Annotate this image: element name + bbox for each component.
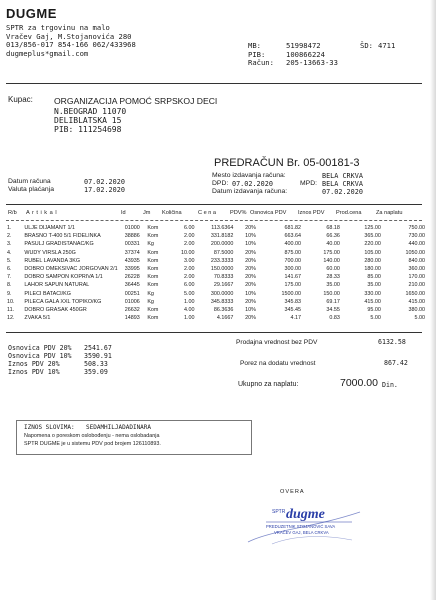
item-vat-rate: 20% xyxy=(245,282,256,289)
item-total: 440.00 xyxy=(408,241,425,248)
table-row xyxy=(6,232,426,240)
item-total: 360.00 xyxy=(408,266,425,273)
row-number: 1. xyxy=(7,225,12,232)
row-number: 6. xyxy=(7,266,12,273)
place-label: Mesto izdavanja računa: xyxy=(212,172,286,179)
buyer-name: ORGANIZACIJA POMOĆ SRPSKOJ DECI xyxy=(54,96,218,106)
item-unit: Kom xyxy=(147,266,159,273)
item-unit: Kom xyxy=(147,282,159,289)
issue-value: 07.02.2020 xyxy=(322,188,363,196)
item-name: DOBRO OMEKSIVAC JORGOVAN 2/1 xyxy=(24,266,118,273)
item-vat-base: 4.17 xyxy=(290,315,301,322)
item-total: 840.00 xyxy=(408,257,425,264)
col-id: Id xyxy=(121,210,126,216)
net-value: 6132.58 xyxy=(378,338,406,346)
item-vat-amount: 28.33 xyxy=(326,274,340,281)
due-label: Valuta plaćanja xyxy=(8,186,54,193)
row-number: 9. xyxy=(7,290,12,297)
item-name: PILECI BATACI/KG xyxy=(24,290,71,297)
tax-value: 867.42 xyxy=(384,359,408,367)
item-id: 36445 xyxy=(124,282,140,289)
item-price: 86.3636 xyxy=(213,306,234,313)
buyer-label: Kupac: xyxy=(8,95,33,104)
seller-line-2: Vračev Gaj, M.Stojanovića 280 xyxy=(6,31,132,41)
item-total: 210.00 xyxy=(408,282,425,289)
items-body xyxy=(6,224,426,322)
item-quantity: 1.00 xyxy=(183,298,195,305)
sum-vat-20-label: Iznos PDV 20% xyxy=(8,360,60,368)
item-price: 29.1667 xyxy=(213,282,234,289)
date-label: Datum računa xyxy=(8,178,51,185)
stamp-prefix: SPTR xyxy=(272,509,286,515)
item-name: WUDY VIRSLA 250G xyxy=(24,249,76,256)
sum-base-20-label: Osnovica PDV 20% xyxy=(8,344,72,352)
item-sell-price: 365.00 xyxy=(364,233,381,240)
net-label: Prodajna vrednost bez PDV xyxy=(236,339,318,346)
item-unit: Kom xyxy=(147,274,159,281)
item-sell-price: 180.00 xyxy=(364,266,381,273)
table-row xyxy=(6,273,426,281)
item-name: LAHOR SAPUN NATURAL xyxy=(24,282,90,289)
item-name: RUBEL LAVANDA 3KG xyxy=(24,257,81,264)
item-sell-price: 5.00 xyxy=(370,315,381,322)
issue-label: Datum izdavanja računa: xyxy=(212,188,288,195)
item-id: 01000 xyxy=(124,225,140,232)
item-id: 00251 xyxy=(124,290,140,297)
col-qty: Količina xyxy=(162,210,182,216)
item-id: 33995 xyxy=(124,266,140,273)
item-sell-price: 220.00 xyxy=(364,241,381,248)
col-vat-amount: Iznos PDV xyxy=(298,210,325,216)
item-vat-base: 681.82 xyxy=(284,225,301,232)
item-vat-base: 345.45 xyxy=(284,306,301,313)
col-rb: R/b xyxy=(8,210,17,216)
item-unit: Kg xyxy=(147,298,154,305)
item-quantity: 2.00 xyxy=(183,233,195,240)
buyer-address-1: N.BEOGRAD 11070 xyxy=(54,107,127,116)
item-vat-base: 1500.00 xyxy=(281,290,301,297)
item-vat-rate: 20% xyxy=(245,274,256,281)
item-vat-amount: 69.17 xyxy=(326,298,340,305)
item-price: 331.8182 xyxy=(210,233,234,240)
item-quantity: 3.00 xyxy=(183,257,195,264)
words-value: SEDAMHILJADADINARA xyxy=(86,424,152,431)
col-name: A r t i k a l xyxy=(26,210,58,216)
registry-mb-value: 51998472 xyxy=(286,41,321,50)
item-unit: Kom xyxy=(147,233,159,240)
table-row xyxy=(6,265,426,273)
item-id: 14893 xyxy=(124,315,140,322)
sum-vat-10-value: 359.09 xyxy=(84,368,108,376)
item-vat-base: 300.00 xyxy=(284,266,301,273)
table-row xyxy=(6,314,426,322)
table-row xyxy=(6,240,426,248)
col-sell-price: Prod.cena xyxy=(336,210,362,216)
item-vat-amount: 35.00 xyxy=(326,282,340,289)
mpd-label: MPD: xyxy=(300,180,317,187)
item-unit: Kg xyxy=(147,290,154,297)
registry-pib-value: 100866224 xyxy=(286,49,325,59)
exemption-note: Napomena o poreskom oslobođenju - nema oslobadanja xyxy=(24,433,160,439)
buyer-address-2: DELIBLATSKA 15 xyxy=(54,116,122,125)
item-vat-amount: 34.55 xyxy=(326,306,340,313)
item-total: 750.00 xyxy=(408,225,425,232)
seller-line-1: SPTR za trgovinu na malo xyxy=(6,23,110,32)
table-bottom-rule xyxy=(6,332,422,333)
item-vat-base: 875.00 xyxy=(284,249,301,256)
item-price: 87.5000 xyxy=(213,249,234,256)
item-price: 200.0000 xyxy=(210,241,234,248)
certification-label: OVERA xyxy=(280,489,305,495)
item-sell-price: 280.00 xyxy=(364,257,381,264)
item-quantity: 2.00 xyxy=(183,266,195,273)
item-unit: Kg xyxy=(147,241,154,248)
item-vat-amount: 66.36 xyxy=(326,233,340,240)
table-row xyxy=(6,249,426,257)
table-row xyxy=(6,290,426,298)
company-stamp xyxy=(242,500,366,550)
item-vat-rate: 10% xyxy=(245,306,256,313)
item-vat-amount: 175.00 xyxy=(323,249,340,256)
item-price: 4.1667 xyxy=(216,315,234,322)
item-vat-rate: 10% xyxy=(245,241,256,248)
item-sell-price: 95.00 xyxy=(367,306,381,313)
item-vat-amount: 150.00 xyxy=(323,290,340,297)
col-price: C e n a xyxy=(198,210,217,216)
table-row xyxy=(6,281,426,289)
row-number: 10. xyxy=(7,298,15,305)
item-total: 1650.00 xyxy=(405,290,425,297)
item-id: 26632 xyxy=(124,306,140,313)
col-vat: PDV% xyxy=(230,210,247,216)
item-quantity: 6.00 xyxy=(183,225,195,232)
scan-edge-shadow xyxy=(430,0,436,600)
item-price: 113.6364 xyxy=(211,225,234,232)
table-row xyxy=(6,298,426,306)
item-name: DOBRO GRASAK 450GR xyxy=(24,306,87,313)
item-vat-base: 700.00 xyxy=(284,257,301,264)
item-quantity: 5.00 xyxy=(183,290,195,297)
sum-vat-20-value: 508.33 xyxy=(84,360,108,368)
item-vat-rate: 20% xyxy=(245,249,256,256)
item-vat-base: 400.00 xyxy=(284,241,301,248)
item-name: ULJE DIJAMANT 1/1 xyxy=(24,225,75,232)
item-unit: Kom xyxy=(147,249,159,256)
date-value: 07.02.2020 xyxy=(84,178,125,186)
stamp-line-2: VRAČEV GAJ, BELA CRKVA xyxy=(274,530,329,535)
item-vat-rate: 20% xyxy=(245,257,256,264)
stamp-graphic xyxy=(242,500,366,550)
row-number: 7. xyxy=(7,274,12,281)
item-unit: Kom xyxy=(147,315,159,322)
item-sell-price: 35.00 xyxy=(367,282,381,289)
item-name: PILECA GALA XXL TOPIKO/KG xyxy=(24,298,102,305)
dpd-value: 07.02.2020 xyxy=(232,180,273,188)
item-sell-price: 105.00 xyxy=(364,249,381,256)
item-name: ZVAKA 5/1 xyxy=(24,315,51,322)
item-total: 1050.00 xyxy=(405,249,425,256)
sum-base-20-value: 2541.67 xyxy=(84,344,112,352)
registry-sd-value: 4711 xyxy=(378,41,396,50)
col-jm: Jm xyxy=(143,210,151,216)
table-top-rule xyxy=(6,204,422,205)
item-total: 380.00 xyxy=(408,306,425,313)
item-unit: Kom xyxy=(147,225,159,232)
item-id: 43935 xyxy=(124,257,140,264)
table-row xyxy=(6,257,426,265)
item-vat-rate: 20% xyxy=(245,225,256,232)
item-vat-amount: 140.00 xyxy=(323,257,340,264)
item-unit: Kom xyxy=(147,257,159,264)
item-vat-amount: 68.18 xyxy=(326,225,340,232)
item-vat-base: 141.67 xyxy=(284,274,301,281)
row-number: 5. xyxy=(7,257,12,264)
row-number: 12. xyxy=(7,315,15,322)
total-currency: Din. xyxy=(382,381,398,389)
item-sell-price: 330.00 xyxy=(364,290,381,297)
tax-label: Porez na dodatu vrednost xyxy=(240,360,316,367)
table-row xyxy=(6,306,426,314)
item-quantity: 2.00 xyxy=(183,241,195,248)
item-vat-base: 175.00 xyxy=(284,282,301,289)
table-row xyxy=(6,224,426,232)
item-id: 00331 xyxy=(124,241,140,248)
vat-system-note: SPTR DUGME je u sistemu PDV pod brojem 126110893. xyxy=(24,441,161,447)
item-sell-price: 85.00 xyxy=(367,274,381,281)
seller-email: dugmeplus*gmail.com xyxy=(6,48,89,58)
item-vat-amount: 40.00 xyxy=(326,241,340,248)
registry-sd-label: ŠD: xyxy=(360,41,373,50)
col-base: Osnovica PDV xyxy=(250,210,287,216)
item-vat-amount: 60.00 xyxy=(326,266,340,273)
item-total: 730.00 xyxy=(408,233,425,240)
item-quantity: 2.00 xyxy=(183,274,195,281)
header-divider xyxy=(6,83,422,84)
item-total: 415.00 xyxy=(408,298,425,305)
stamp-line-1: PREDUZETNIK STOJANOVIĆ SAVA xyxy=(266,524,336,529)
item-name: BRASNO T-400 5/1 FIDELINKA xyxy=(24,233,101,240)
header-underline xyxy=(6,220,422,221)
item-unit: Kom xyxy=(147,306,159,313)
item-id: 37374 xyxy=(124,249,140,256)
mpd-value: BELA CRKVA xyxy=(322,180,363,188)
item-quantity: 4.00 xyxy=(183,306,195,313)
item-quantity: 10.00 xyxy=(180,249,195,256)
total-value: 7000.00 xyxy=(340,377,378,389)
item-name: DOBRO SAMPON KOPRIVA 1/1 xyxy=(24,274,103,281)
item-vat-amount: 0.83 xyxy=(329,315,340,322)
registry-mb-label: MB: xyxy=(248,41,261,50)
seller-name: DUGME xyxy=(6,6,57,21)
stamp-brand: dugme xyxy=(286,507,325,522)
registry-account-value: 205-13663-33 xyxy=(286,58,338,68)
row-number: 2. xyxy=(7,233,12,240)
col-total: Za naplatu xyxy=(376,210,403,216)
registry-account-label: Račun: xyxy=(248,58,274,68)
item-id: 38886 xyxy=(124,233,140,240)
row-number: 3. xyxy=(7,241,12,248)
total-label: Ukupno za naplatu: xyxy=(238,381,299,388)
item-total: 5.00 xyxy=(414,315,425,322)
row-number: 4. xyxy=(7,249,12,256)
item-price: 345.8333 xyxy=(210,298,234,305)
item-quantity: 1.00 xyxy=(183,315,195,322)
item-quantity: 6.00 xyxy=(183,282,195,289)
item-total: 170.00 xyxy=(408,274,425,281)
due-value: 17.02.2020 xyxy=(84,186,125,194)
item-price: 300.0000 xyxy=(210,290,234,297)
item-id: 01006 xyxy=(124,298,140,305)
item-price: 150.0000 xyxy=(210,266,234,273)
dpd-label: DPD: xyxy=(212,180,229,187)
item-price: 70.8333 xyxy=(213,274,234,281)
item-id: 26228 xyxy=(124,274,140,281)
item-vat-rate: 20% xyxy=(245,315,256,322)
item-price: 233.3333 xyxy=(210,257,234,264)
row-number: 8. xyxy=(7,282,12,289)
items-table xyxy=(6,224,426,322)
registry-pib-label: PIB: xyxy=(248,49,266,59)
sum-base-10-value: 3590.91 xyxy=(84,352,112,360)
place-value: BELA CRKVA xyxy=(322,172,363,180)
item-vat-rate: 20% xyxy=(245,298,256,305)
item-vat-rate: 20% xyxy=(245,266,256,273)
item-vat-rate: 10% xyxy=(245,290,256,297)
item-vat-base: 663.64 xyxy=(284,233,301,240)
document-title: PREDRAČUN Br. 05-00181-3 xyxy=(214,157,360,169)
row-number: 11. xyxy=(7,306,15,313)
item-vat-rate: 10% xyxy=(245,233,256,240)
item-vat-base: 345.83 xyxy=(284,298,301,305)
sum-base-10-label: Osnovica PDV 10% xyxy=(8,352,72,360)
buyer-pib: PIB: 111254698 xyxy=(54,125,122,134)
item-name: PASULJ GRADISTANAC/KG xyxy=(24,241,94,248)
words-label: IZNOS SLOVIMA: xyxy=(24,424,75,431)
item-sell-price: 415.00 xyxy=(364,298,381,305)
seller-line-3: 013/856-017 854-166 062/433968 xyxy=(6,40,136,50)
item-sell-price: 125.00 xyxy=(364,225,381,232)
sum-vat-10-label: Iznos PDV 10% xyxy=(8,368,60,376)
